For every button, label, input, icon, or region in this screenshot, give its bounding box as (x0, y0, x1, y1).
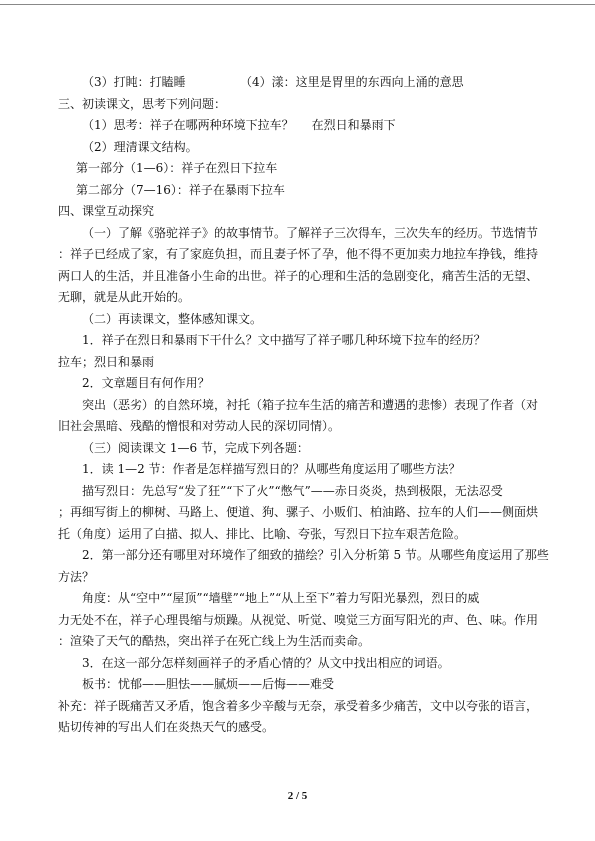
section-heading-3: 三、初读课文，思考下列问题： (58, 96, 227, 111)
answer-line: 力无处不在，祥子心理畏缩与烦躁。从视觉、听觉、嗅觉三方面写阳光的声、色、味。作用 (58, 612, 539, 627)
document-page (58, 72, 549, 739)
subsection-heading-2: （二）再读课文，整体感知课文。 (82, 311, 263, 326)
answer-line: 角度：从“空中”“屋顶”“墙壁”“地上”“从上至下”着力写阳光暴烈，烈日的威 (82, 591, 480, 605)
question-line: 2．文章题目有何作用？ (82, 376, 210, 390)
section-heading-4: 四、课堂互动探究 (58, 204, 155, 218)
question-line: 3．在这一部分怎样刻画祥子的矛盾心情的？从文中找出相应的词语。 (82, 655, 450, 670)
question-line: 1．读 1—2 节：作者是怎样描写烈日的？从哪些角度运用了哪些方法？ (82, 462, 461, 476)
answer-line: ；再细写街上的柳树、马路上、便道、狗、骡子、小贩们、柏油路、拉车的人们——侧面烘 (58, 505, 539, 519)
question-1-answer: 在烈日和暴雨下 (311, 118, 396, 132)
subsection-heading-3: （三）阅读课文 1—6 节，完成下列各题： (82, 440, 309, 455)
supplement-line: 补充：祥子既痛苦又矛盾，饱含着多少辛酸与无奈，承受着多少痛苦，文中以夸张的语言， (58, 698, 539, 713)
answer-line: 托（角度）运用了白描、拟人、排比、比喻、夸张，写烈日下拉车艰苦危险。 (58, 526, 467, 541)
answer-line: 突出（恶劣）的自然环境，衬托（箱子拉车生活的痛苦和遭遇的悲惨）表现了作者（对 (82, 397, 539, 412)
question-line: 方法？ (58, 569, 95, 584)
structure-part-1: 第一部分（1—6）：祥子在烈日下拉车 (76, 161, 278, 175)
answer-line: 旧社会黑暗、残酷的憎恨和对劳动人民的深切同情）。 (58, 419, 341, 433)
vocab-line (58, 72, 540, 94)
question-1-text: （1）思考：祥子在哪两种环境下拉车？ (82, 118, 294, 132)
vocab-item-3: （3）打盹：打瞌睡 (82, 75, 186, 89)
vocab-item-4: （4）漾：这里是胃里的东西向上涌的意思 (240, 75, 464, 89)
answer-line: 描写烈日：先总写“发了狂”“下了火”“憋气”——赤日炎炎，热到极限，无法忍受 (82, 483, 503, 498)
structure-part-2: 第二部分（7—16）：祥子在暴雨下拉车 (76, 182, 285, 197)
question-1-line (58, 115, 540, 137)
page-number: 2 / 5 (287, 790, 308, 802)
answer-line: ：渲染了天气的酷热，突出祥子在死亡线上为生活而卖命。 (58, 634, 371, 648)
paragraph-line: 无聊，就是从此开始的。 (58, 290, 191, 304)
question-line: 1．祥子在烈日和暴雨下干什么？文中描写了祥子哪几种环境下拉车的经历？ (82, 333, 486, 347)
paragraph-line: （一）了解《骆驼祥子》的故事情节。了解祥子三次得车，三次失车的经历。节选情节 (82, 225, 539, 240)
page-top-rule (0, 4, 595, 5)
answer-line: 拉车；烈日和暴雨 (58, 354, 155, 369)
paragraph-line: 两口人的生活，并且准备小生命的出世。祥子的心理和生活的急剧变化，痛苦生活的无望、 (58, 268, 539, 283)
paragraph-line: ：祥子已经成了家，有了家庭负担，而且妻子怀了孕，他不得不更加卖力地拉车挣钱，维持 (58, 247, 539, 261)
question-line: 2．第一部分还有哪里对环境作了细致的描绘？引入分析第 5 节。从哪些角度运用了那些 (82, 548, 549, 562)
blackboard-notes: 板书：忧郁——胆怯——腻烦——后悔——难受 (82, 677, 335, 691)
question-2-text: （2）理清课文结构。 (82, 139, 198, 154)
supplement-line: 贴切传神的写出人们在炎热天气的感受。 (58, 720, 275, 734)
